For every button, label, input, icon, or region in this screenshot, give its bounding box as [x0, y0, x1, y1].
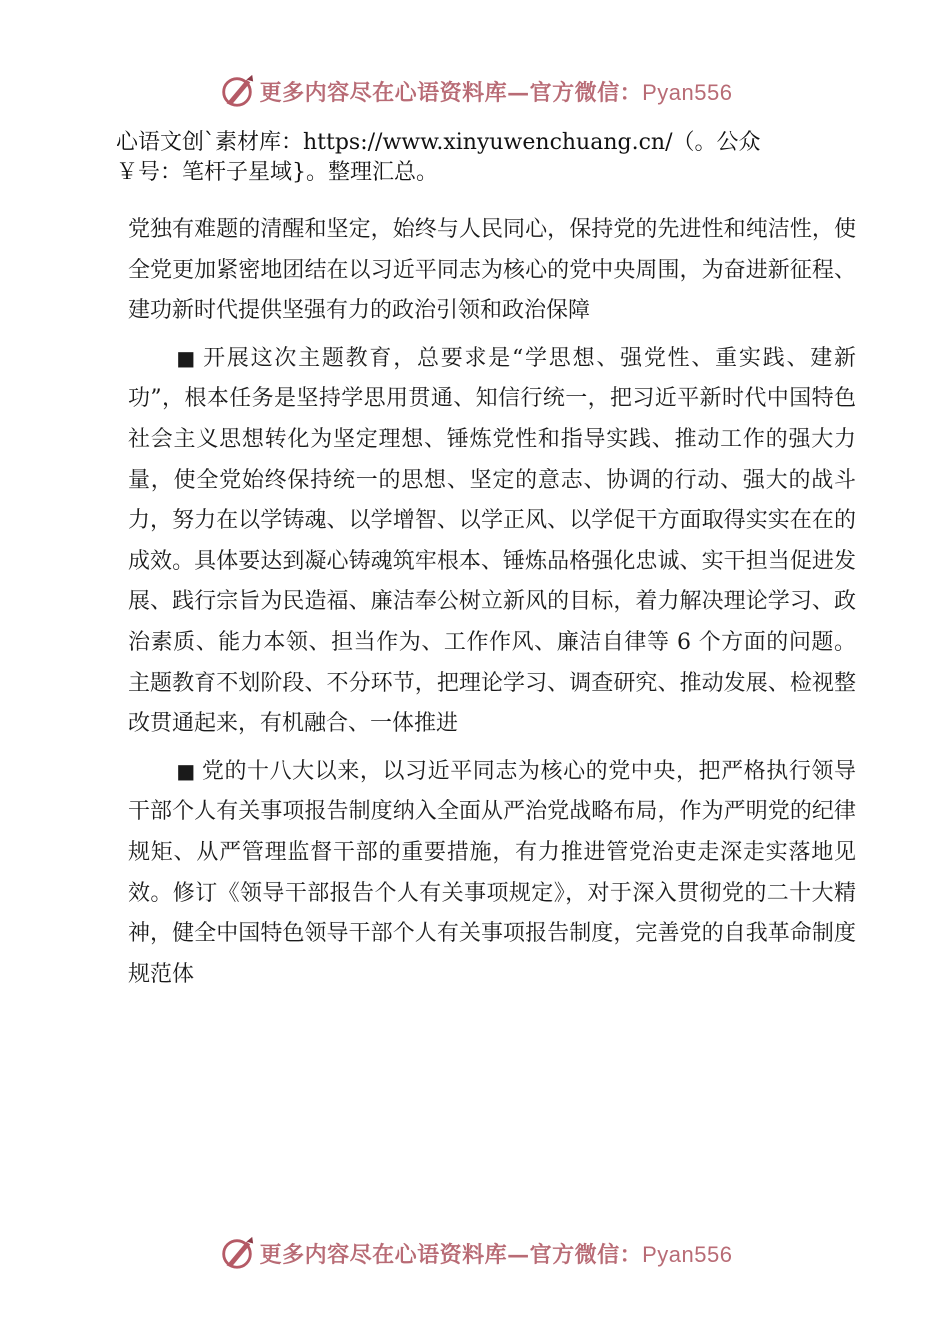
source-line: 心语文创`素材库：https://www.xinyuwenchuang.cn/（。公众 ￥号：笔杆子星域}。整理汇总。: [116, 130, 761, 185]
brush-logo-icon: [218, 72, 256, 110]
brush-logo-icon: [218, 1234, 256, 1272]
document-body: [128, 210, 856, 1001]
watermark-banner-top: [0, 66, 950, 116]
paragraph-1: 党独有难题的清醒和坚定，始终与人民同心，保持党的先进性和纯洁性，使全党更加紧密地团结在以习近平同志为核心的党中央周围，为奋进新征程、建功新时代提供坚强有力的政治引领和政治保障: [128, 217, 856, 324]
watermark-text: 更多内容尽在心语资料库—官方微信：Pyan556: [259, 79, 733, 106]
paragraph-2: ■ 开展这次主题教育，总要求是“学思想、强党性、重实践、建新功”，根本任务是坚持学思用贯通、知信行统一，把习近平新时代中国特色社会主义思想转化为坚定理想、锤炼党性和指导实践、推动工作的强大力量，使全党始终保持统一的思想、坚定的意志、协调的行动、强大的战斗力，努力在以学铸魂、以学增智、以学正风、以学促干方面取得实实在在的成效。具体要达到凝心铸魂筑牢根本、锤炼品格强化忠诚、实干担当促进发展、践行宗旨为民造福、廉洁奉公树立新风的目标，着力解决理论学习、政治素质、能力本领、担当作为、工作作风、廉洁自律等 6 个方面的问题。主题教育不划阶段、不分环节，把理论学习、调查研究、推动发展、检视整改贯通起来，有机融合、一体推进: [128, 345, 856, 737]
watermark-text: 更多内容尽在心语资料库—官方微信：Pyan556: [259, 1241, 733, 1268]
bullet-square-icon: ■: [176, 758, 196, 783]
paragraph-3: ■ 党的十八大以来，以习近平同志为核心的党中央，把严格执行领导干部个人有关事项报告制度纳入全面从严治党战略布局，作为严明党的纪律规矩、从严管理监督干部的重要措施，有力推进管党治吏走深走实落地见效。修订《领导干部报告个人有关事项规定》，对于深入贯彻党的二十大精神，健全中国特色领导干部个人有关事项报告制度，完善党的自我革命制度规范体: [128, 758, 856, 987]
watermark-banner-bottom: [0, 1228, 950, 1278]
bullet-square-icon: ■: [176, 345, 198, 370]
